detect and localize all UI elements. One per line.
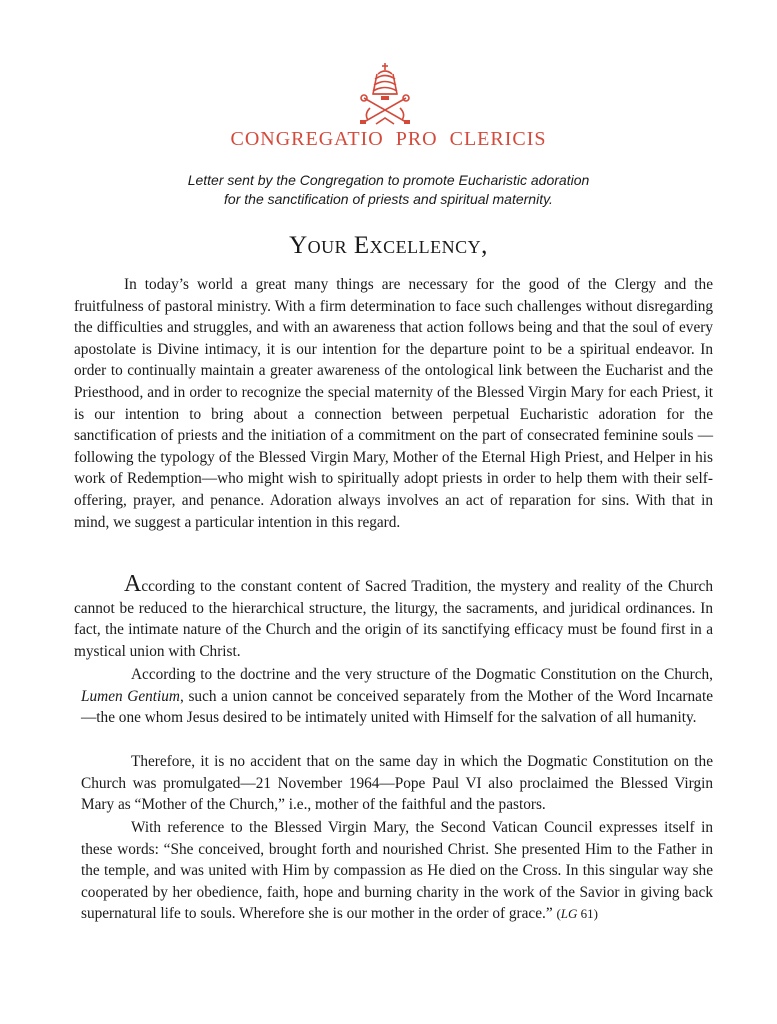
drop-cap: A	[124, 571, 142, 597]
citation-source: LG	[560, 906, 578, 922]
citation-open: (	[556, 906, 561, 922]
paragraph-4: Therefore, it is no accident that on the same day in which the Dogmatic Constitution on the Church was promulgated—21 November 1964—Pope Paul VI also proclaimed the Blessed Virgin Mary as “Mother of the Church,” i.e., mother of the faithful and the pastors.	[81, 753, 713, 814]
paragraph-3	[81, 664, 713, 729]
subtitle-line-1: Letter sent by the Congregation to promote Eucharistic adoration	[187, 172, 590, 188]
citation	[556, 906, 598, 921]
subtitle-line-2: for the sanctification of priests and spiritual maternity.	[224, 191, 553, 207]
paragraph-3-text-b: , such a union cannot be conceived separately from the Mother of the Word Incarnate—the one whom Jesus desired to be intimately united with Himself for the salvation of all humanity.	[81, 687, 713, 727]
paragraph-5-text: With reference to the Blessed Virgin Mary, the Second Vatican Council expresses itself in these words: “She conceived, brought forth and nourished Christ. She presented Him to the Father in the temple, and was united with Him by compassion as He died on the Cross. In this singular way she cooperated by her obedience, faith, hope and burning charity in the work of the Savior in giving back supernatural life to souls. Wherefore she is our mother in the order of grace.”	[81, 819, 713, 923]
paragraph-2-text: ccording to the constant content of Sacred Tradition, the mystery and reality of the Church cannot be reduced to the hierarchical structure, the liturgy, the sacraments, and juridical ordinances. In fact, the intimate nature of the Church and the origin of its sanctifying efficacy must be found first in a mystical union with Christ.	[74, 578, 713, 660]
paragraph-5	[81, 817, 713, 925]
organization-name: CONGREGATIO PRO CLERICIS	[230, 128, 547, 150]
document-title-italic: Lumen Gentium	[81, 687, 180, 705]
paragraph-3-text-a: According to the doctrine and the very structure of the Dogmatic Constitution on the Church,	[131, 666, 713, 683]
salutation-heading: Your Excellency,	[289, 232, 488, 259]
papal-crest-icon	[356, 62, 414, 128]
paragraph-2	[74, 571, 713, 662]
letter-subtitle	[0, 171, 777, 209]
paragraph-1: In today’s world a great many things are necessary for the good of the Clergy and the fruitfulness of pastoral ministry. With a firm determination to face such challenges without disregarding the difficulties and struggles, and with an awareness that action follows being and that the soul of every apostolate is Divine intimacy, it is our intention for the departure point to be a spiritual endeavor. In order to continually maintain a greater awareness of the ontological link between the Eucharist and the Priesthood, and in order to recognize the special maternity of the Blessed Virgin Mary for each Priest, it is our intention to bring about a connection between perpetual Eucharistic adoration for the sanctification of priests and the initiation of a commitment on the part of consecrated feminine souls —following the typology of the Blessed Virgin Mary, Mother of the Eternal High Priest, and Helper in his work of Redemption—who might wish to spiritually adopt priests in order to help them with their self-offering, prayer, and penance. Adoration always involves an act of reparation for sins. With that in mind, we suggest a particular intention in this regard.	[74, 276, 713, 531]
citation-number: 61)	[577, 906, 599, 922]
